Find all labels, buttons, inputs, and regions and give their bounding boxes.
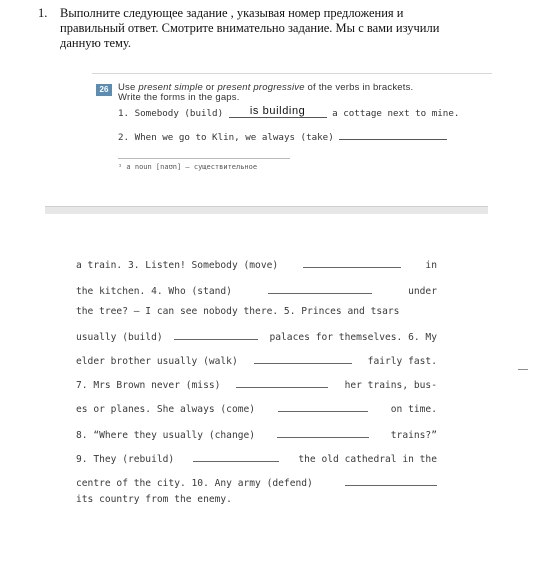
- instruction-present-simple: present simple: [138, 82, 203, 93]
- line-5-text: elder brother usually (walk): [76, 356, 238, 367]
- exercise-instruction: [118, 83, 494, 103]
- continuation-line-2: [76, 284, 437, 296]
- answer-1-handwritten: is building: [249, 105, 306, 117]
- line-6-end: her trains, bus-: [344, 380, 437, 391]
- line-6-text: 7. Mrs Brown never (miss): [76, 380, 221, 391]
- task-line-3: данную тему.: [60, 36, 132, 50]
- line-10-text: centre of the city. 10. Any army (defend): [76, 478, 313, 489]
- footnote-rule: [118, 158, 290, 159]
- sentence-2-start: 2. When we go to Klin, we always (take): [118, 132, 334, 143]
- exercise-number-badge: 26: [96, 84, 112, 96]
- sentence-1-start: 1. Somebody (build): [118, 108, 229, 119]
- line-7-text: es or planes. She always (come): [76, 404, 256, 415]
- line-3-text: the tree? — I can see nobody there. 5. Princes and tsars: [76, 306, 400, 317]
- instruction-present-progressive: present progressive: [217, 82, 305, 93]
- line-4-text: usually (build): [76, 332, 163, 343]
- task-line-2: правильный ответ. Смотрите внимательно задание. Мы с вами изучили: [60, 21, 440, 35]
- line-9-end: the old cathedral in the: [298, 454, 437, 465]
- margin-pencil-mark: [518, 369, 528, 370]
- line-8-text: 8. “Where they usually (change): [76, 430, 256, 441]
- answer-gap-2[interactable]: [339, 129, 447, 140]
- sentence-2: [118, 129, 447, 143]
- line-5-end: fairly fast.: [367, 356, 437, 367]
- continuation-line-11: [76, 494, 437, 506]
- sentence-1-end: a cottage next to mine.: [326, 108, 460, 119]
- answer-gap-4[interactable]: [268, 284, 372, 294]
- answer-gap-9[interactable]: [277, 428, 369, 438]
- continuation-line-4: [76, 330, 437, 342]
- answer-gap-3[interactable]: [303, 258, 401, 268]
- line-1-end: in: [425, 260, 437, 271]
- continuation-line-9: [76, 452, 437, 464]
- instruction-pre: Use: [118, 82, 139, 93]
- task-line-1: Выполните следующее задание , указывая номер предложения и: [60, 6, 404, 20]
- line-9-text: 9. They (rebuild): [76, 454, 175, 465]
- continuation-line-1: [76, 258, 437, 270]
- instruction-post: of the verbs in brackets.: [304, 82, 414, 93]
- line-2-text: the kitchen. 4. Who (stand): [76, 286, 232, 297]
- continuation-line-7: [76, 402, 437, 414]
- sentence-1: [118, 107, 459, 119]
- footnote: ¹ a noun [naʊn] — существительное: [118, 163, 258, 171]
- instruction-line-2: Write the forms in the gaps.: [118, 92, 240, 103]
- task-number: 1.: [38, 6, 48, 20]
- answer-gap-5[interactable]: [174, 330, 258, 340]
- line-1-text: a train. 3. Listen! Somebody (move): [76, 260, 279, 271]
- task-text: [38, 6, 512, 51]
- line-8-end: trains?”: [390, 430, 437, 441]
- instruction-or: or: [202, 82, 218, 93]
- answer-gap-10[interactable]: [193, 452, 279, 462]
- page-top-rule: [92, 73, 492, 74]
- line-11-text: its country from the enemy.: [76, 494, 232, 505]
- answer-gap-8[interactable]: [278, 402, 368, 412]
- continuation-line-5: [76, 354, 437, 366]
- continuation-line-3: [76, 306, 437, 318]
- answer-gap-1[interactable]: [229, 107, 327, 118]
- answer-gap-7[interactable]: [236, 378, 328, 388]
- line-4-end: palaces for themselves. 6. My: [269, 332, 437, 343]
- answer-gap-6[interactable]: [254, 354, 352, 364]
- continuation-line-8: [76, 428, 437, 440]
- continuation-line-10: [76, 476, 437, 488]
- answer-gap-11[interactable]: [345, 476, 437, 486]
- page-divider: [45, 207, 488, 214]
- line-7-end: on time.: [390, 404, 437, 415]
- continuation-line-6: [76, 378, 437, 390]
- line-2-end: under: [408, 286, 437, 297]
